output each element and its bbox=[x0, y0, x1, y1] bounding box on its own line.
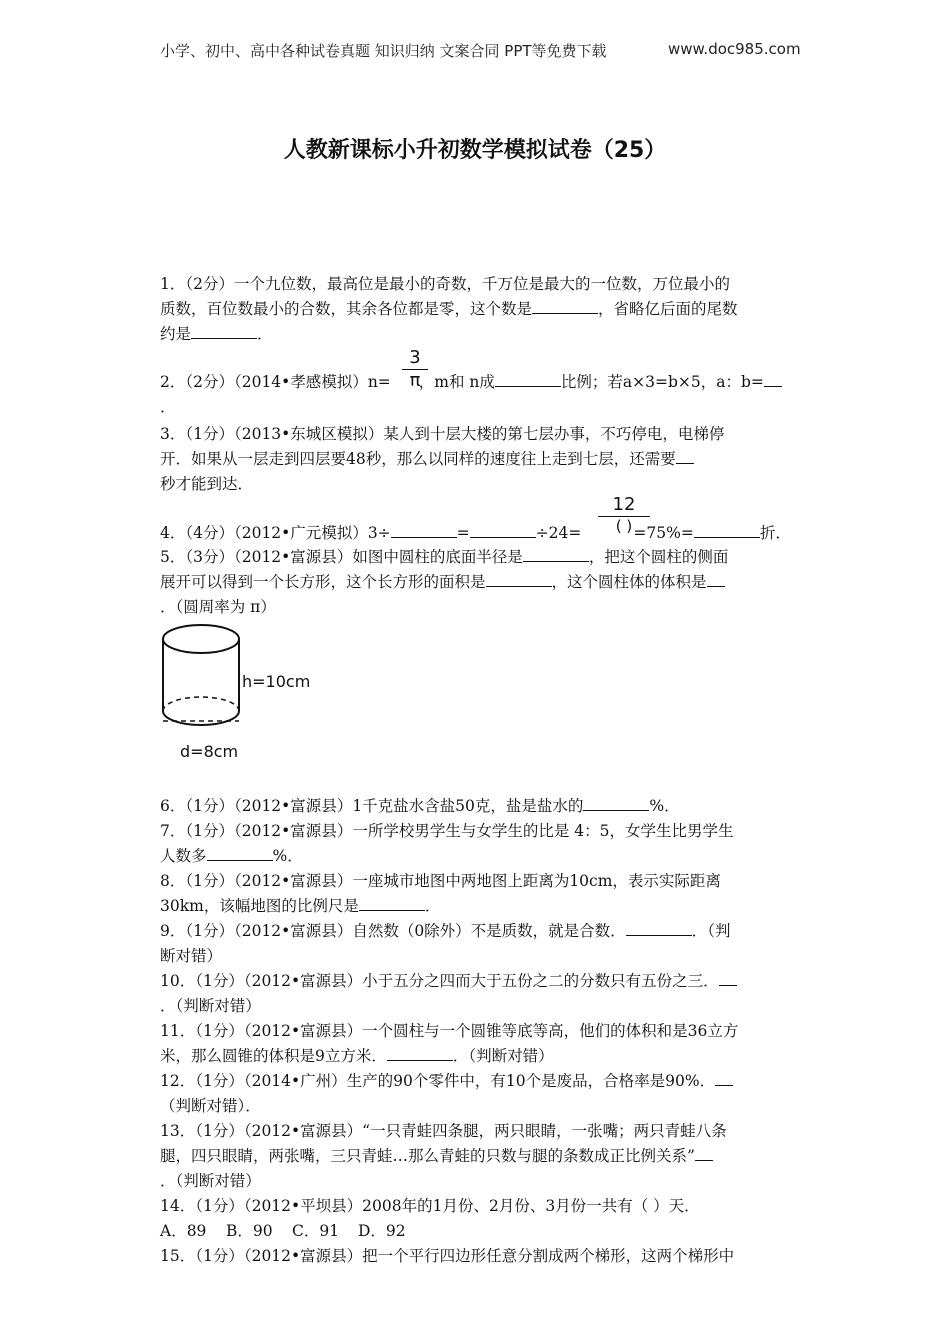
q9-line-2: 断对错） bbox=[160, 947, 223, 965]
question-15 bbox=[160, 1244, 796, 1269]
q5-line-3: ．（圆周率为 π） bbox=[160, 598, 276, 616]
page-header bbox=[160, 40, 800, 61]
q11-line-1: 11．（1分）（2012•富源县）一个圆柱与一个圆锥等底等高，他们的体积和是36立方 bbox=[160, 1022, 739, 1040]
q1-line-1: 1．（2分）一个九位数，最高位是最小的奇数，千万位是最大的一位数，万位最小的 bbox=[160, 275, 730, 293]
question-2 bbox=[160, 370, 796, 420]
q13-line-1: 13．（1分）（2012•富源县）“一只青蛙四条腿，两只眼睛，一张嘴；两只青蛙八条 bbox=[160, 1122, 727, 1140]
question-1 bbox=[160, 272, 796, 347]
q12-line-2: （判断对错）． bbox=[160, 1097, 261, 1115]
option-b[interactable]: B．90 bbox=[226, 1222, 273, 1240]
answer-blank[interactable] bbox=[764, 370, 782, 387]
header-site-url[interactable]: www.doc985.com bbox=[668, 40, 801, 58]
q2-fraction-numerator: 3 bbox=[409, 347, 421, 368]
q13-line-3: ．（判断对错） bbox=[160, 1172, 261, 1190]
answer-blank[interactable] bbox=[391, 521, 457, 538]
q1-line-2: 质数，百位数最小的合数，其余各位都是零，这个数是 ，省略亿后面的尾数 bbox=[160, 297, 796, 322]
option-c[interactable]: C．91 bbox=[292, 1222, 340, 1240]
q12-line-1: 12．（1分）（2014•广州）生产的90个零件中，有10个是废品，合格率是90%． bbox=[160, 1069, 796, 1094]
option-d[interactable]: D．92 bbox=[358, 1222, 406, 1240]
page-title: 人教新课标小升初数学模拟试卷（25） bbox=[283, 138, 667, 163]
answer-blank[interactable] bbox=[359, 894, 425, 911]
cylinder-bottom-back bbox=[163, 697, 239, 711]
answer-blank[interactable] bbox=[523, 545, 589, 562]
question-8 bbox=[160, 869, 796, 919]
question-10 bbox=[160, 969, 796, 1019]
answer-blank[interactable] bbox=[532, 297, 598, 314]
q5-line-2: 展开可以得到一个长方形，这个长方形的面积是 ，这个圆柱体的体积是 bbox=[160, 570, 796, 595]
answer-blank[interactable] bbox=[207, 844, 273, 861]
q1-line-3: 约是 ． bbox=[160, 322, 796, 347]
answer-blank[interactable] bbox=[387, 1044, 453, 1061]
answer-blank[interactable] bbox=[470, 521, 536, 538]
answer-blank[interactable] bbox=[694, 521, 760, 538]
diameter-label: d=8cm bbox=[180, 742, 239, 761]
question-11 bbox=[160, 1019, 796, 1069]
question-14 bbox=[160, 1194, 796, 1244]
answer-blank[interactable] bbox=[191, 322, 257, 339]
answer-blank[interactable] bbox=[715, 1069, 733, 1086]
q7-line-1: 7．（1分）（2012•富源县）一所学校男学生与女学生的比是 4：5，女学生比男学生 bbox=[160, 822, 734, 840]
question-6 bbox=[160, 794, 796, 819]
height-label: h=10cm bbox=[242, 672, 311, 691]
question-7 bbox=[160, 819, 796, 869]
header-tagline: 小学、初中、高中各种试卷真题 知识归纳 文案合同 PPT等免费下载 bbox=[160, 42, 607, 60]
q8-line-1: 8．（1分）（2012•富源县）一座城市地图中两地图上距离为10cm，表示实际距离 bbox=[160, 872, 721, 890]
q4-line-1: 4．（4分）（2012•广元模拟）3÷ = ÷24= =75%= 折． bbox=[160, 521, 796, 546]
q2-fraction-denominator: π bbox=[409, 370, 421, 391]
q2-line-1: 2．（2分）（2014•孝感模拟）n= ，m和 n成 比例；若a×3=b×5，a：b= bbox=[160, 370, 796, 395]
answer-blank[interactable] bbox=[695, 1144, 713, 1161]
question-12 bbox=[160, 1069, 796, 1119]
question-3 bbox=[160, 422, 796, 497]
q4-fraction-numerator: 12 bbox=[612, 494, 636, 515]
answer-blank[interactable] bbox=[626, 919, 692, 936]
q3-line-3: 秒才能到达． bbox=[160, 475, 254, 493]
q10-line-1: 10．（1分）（2012•富源县）小于五分之四而大于五份之二的分数只有五份之三． bbox=[160, 969, 796, 994]
q11-line-2: 米，那么圆锥的体积是9立方米． ．（判断对错） bbox=[160, 1044, 796, 1069]
answer-blank[interactable] bbox=[719, 969, 737, 986]
question-4 bbox=[160, 521, 796, 546]
question-13 bbox=[160, 1119, 796, 1194]
option-a[interactable]: A．89 bbox=[160, 1222, 207, 1240]
answer-blank[interactable] bbox=[495, 370, 561, 387]
answer-blank[interactable] bbox=[583, 794, 649, 811]
answer-blank[interactable] bbox=[707, 570, 725, 587]
q2-line-2: ． bbox=[160, 398, 176, 416]
q9-line-1: 9．（1分）（2012•富源县）自然数（0除外）不是质数，就是合数． ．（判 bbox=[160, 919, 796, 944]
q14-options bbox=[160, 1219, 796, 1244]
q3-line-1: 3．（1分）（2013•东城区模拟）某人到十层大楼的第七层办事，不巧停电，电梯停 bbox=[160, 425, 725, 443]
q3-line-2: 开．如果从一层走到四层要48秒，那么以同样的速度往上走到七层，还需要 bbox=[160, 447, 796, 472]
cylinder-top-ellipse bbox=[163, 625, 239, 653]
question-5 bbox=[160, 545, 796, 620]
q6-line-1: 6．（1分）（2012•富源县）1千克盐水含盐50克，盐是盐水的 %． bbox=[160, 794, 796, 819]
q7-line-2: 人数多 %． bbox=[160, 844, 796, 869]
q10-line-2: ．（判断对错） bbox=[160, 997, 261, 1015]
answer-blank[interactable] bbox=[676, 447, 694, 464]
q14-line-1: 14．（1分）（2012•平坝县）2008年的1月份、2月份、3月份一共有（ ）天． bbox=[160, 1197, 700, 1215]
answer-blank[interactable] bbox=[486, 570, 552, 587]
q5-line-1: 5．（3分）（2012•富源县）如图中圆柱的底面半径是 ，把这个圆柱的侧面 bbox=[160, 545, 796, 570]
q8-line-2: 30km，该幅地图的比例尺是 ． bbox=[160, 894, 796, 919]
q13-line-2: 腿，四只眼睛，两张嘴，三只青蛙…那么青蛙的只数与腿的条数成正比例关系” bbox=[160, 1144, 796, 1169]
question-9 bbox=[160, 919, 796, 969]
cylinder-bottom-front bbox=[163, 711, 239, 725]
q15-line-1: 15．（1分）（2012•富源县）把一个平行四边形任意分割成两个梯形，这两个梯形中 bbox=[160, 1247, 735, 1265]
cylinder-figure bbox=[150, 615, 320, 765]
q4-fraction-denominator: ( ) bbox=[615, 517, 633, 535]
